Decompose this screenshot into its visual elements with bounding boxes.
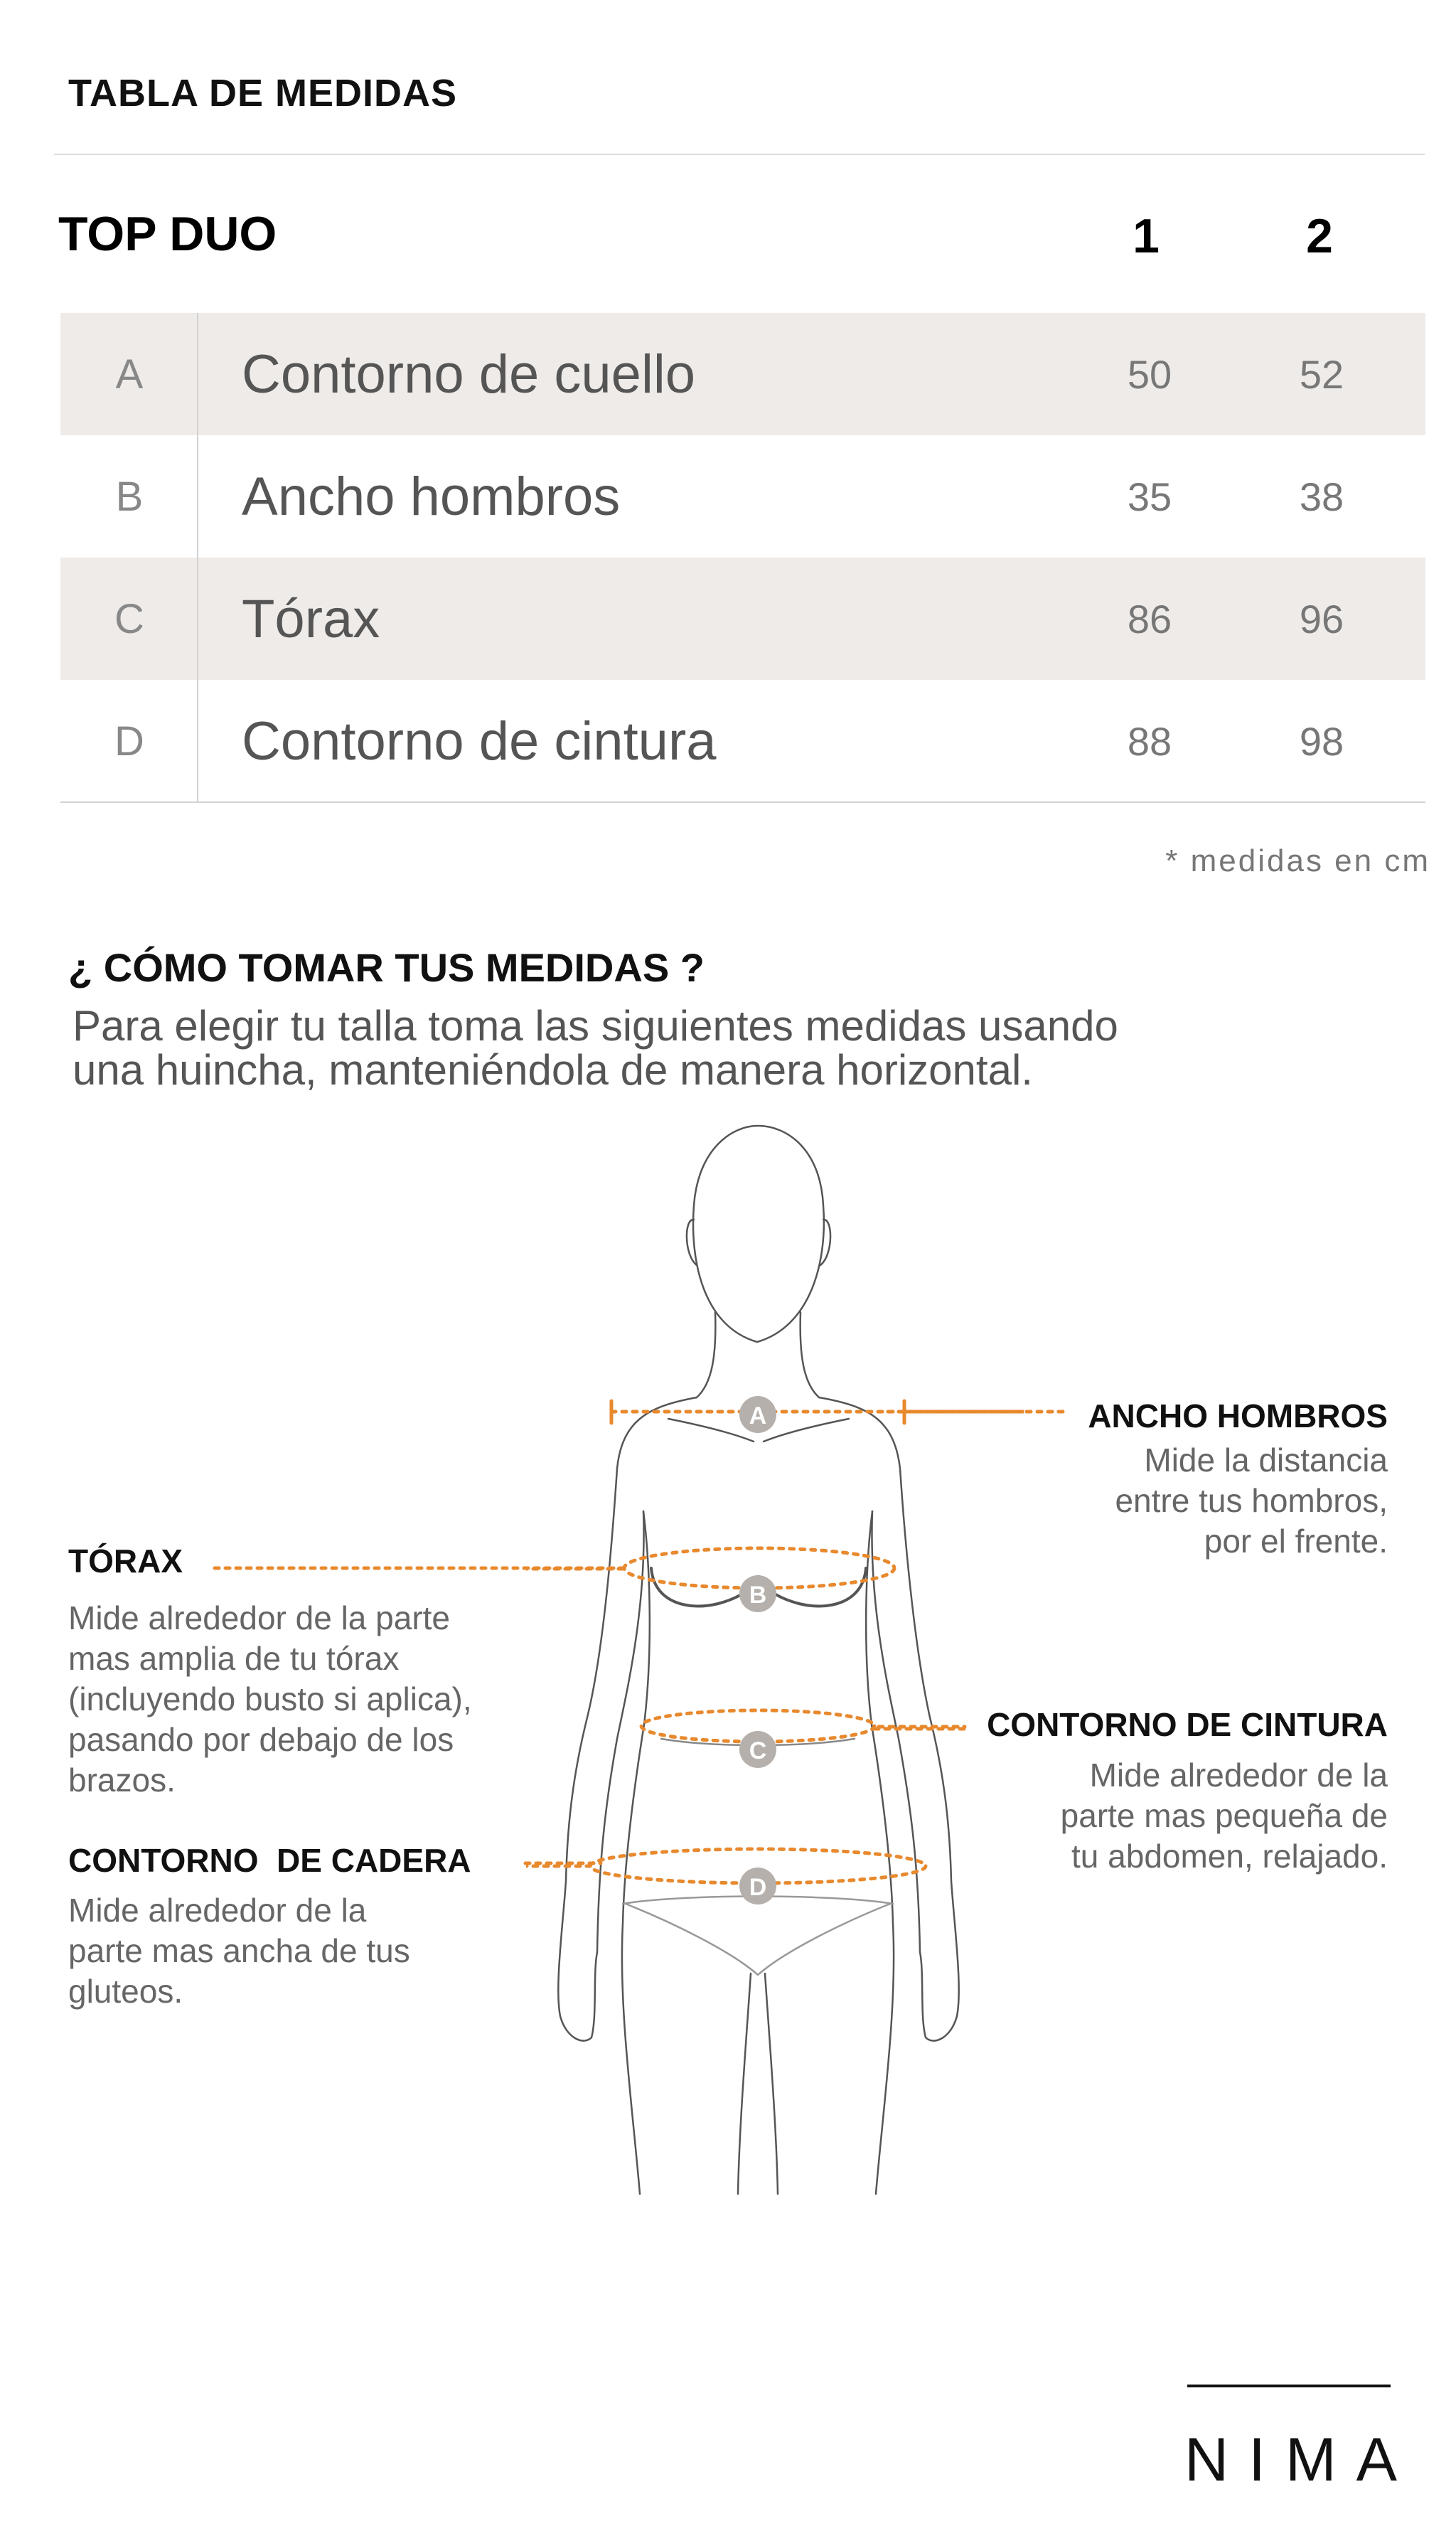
- callout-line: parte mas pequeña de: [1060, 1797, 1388, 1834]
- howto-title: ¿ CÓMO TOMAR TUS MEDIDAS ?: [68, 945, 705, 990]
- callout-torax-title: TÓRAX: [68, 1543, 183, 1579]
- row-value-size-2: 98: [1299, 718, 1344, 764]
- callout-line: Mide alrededor de la: [68, 1892, 367, 1929]
- callout-torax-description: [68, 1598, 472, 1801]
- row-label: Ancho hombros: [242, 466, 621, 527]
- callout-cadera-description: [68, 1890, 410, 2012]
- howto-line: Para elegir tu talla toma las siguientes medidas usando: [73, 1002, 1118, 1050]
- row-value-size-2: 52: [1299, 351, 1344, 397]
- hip-leader-line: [523, 1856, 604, 1870]
- row-letter: D: [114, 718, 144, 764]
- callout-line: brazos.: [68, 1762, 176, 1799]
- table-column-divider: [197, 313, 198, 802]
- callout-ancho-hombros-title: ANCHO HOMBROS: [1088, 1397, 1388, 1434]
- row-letter: C: [114, 595, 144, 642]
- row-value-size-2: 38: [1299, 474, 1344, 519]
- callout-line: pasando por debajo de los: [68, 1721, 454, 1758]
- brand-rule: [1187, 2385, 1391, 2387]
- callout-line: mas amplia de tu tórax: [68, 1640, 400, 1677]
- size-column-1: 1: [1133, 209, 1160, 263]
- table-row: [60, 680, 1425, 802]
- callout-line: parte mas ancha de tus: [68, 1932, 410, 1969]
- howto-instructions: [73, 1004, 1281, 1092]
- table-bottom-divider: [60, 801, 1425, 803]
- callout-line: Mide alrededor de la parte: [68, 1599, 450, 1636]
- row-label: Tórax: [242, 588, 380, 649]
- marker-c-label: C: [749, 1737, 767, 1764]
- callout-cadera-title: CONTORNO DE CADERA: [68, 1842, 471, 1879]
- page-title: TABLA DE MEDIDAS: [68, 72, 457, 114]
- callout-line: gluteos.: [68, 1973, 183, 2010]
- brand-logo: NIMA: [1184, 2426, 1417, 2494]
- row-letter: B: [115, 473, 144, 520]
- callout-cintura-title: CONTORNO DE CINTURA: [987, 1706, 1388, 1743]
- callout-line: por el frente.: [1204, 1523, 1388, 1560]
- measurement-markers: [739, 1396, 776, 1904]
- marker-a-label: A: [749, 1402, 767, 1429]
- table-row: [60, 558, 1425, 680]
- howto-line: una huincha, manteniéndola de manera horizontal.: [73, 1046, 1033, 1094]
- row-value-size-1: 50: [1127, 351, 1172, 397]
- marker-d-label: D: [749, 1874, 767, 1901]
- callout-cintura-description: [1061, 1755, 1388, 1877]
- callout-ancho-hombros-description: [1115, 1440, 1388, 1562]
- callout-line: entre tus hombros,: [1115, 1482, 1388, 1519]
- callout-line: (incluyendo busto si aplica),: [68, 1680, 472, 1717]
- row-label: Contorno de cintura: [242, 710, 717, 772]
- callout-line: Mide la distancia: [1144, 1442, 1388, 1479]
- product-name: TOP DUO: [58, 207, 277, 261]
- shoulder-leader-line: [885, 1405, 1070, 1419]
- row-value-size-2: 96: [1299, 596, 1344, 641]
- row-letter: A: [115, 351, 144, 398]
- row-label: Contorno de cuello: [242, 343, 695, 405]
- title-divider: [54, 154, 1425, 155]
- waist-leader-line: [876, 1720, 968, 1734]
- body-outline: [558, 1126, 958, 2194]
- row-value-size-1: 86: [1127, 596, 1172, 641]
- chest-leader-line: [206, 1561, 633, 1575]
- table-row: [60, 313, 1425, 435]
- callout-line: tu abdomen, relajado.: [1071, 1838, 1388, 1875]
- units-note: * medidas en cm: [1165, 843, 1430, 878]
- size-table: [60, 313, 1425, 802]
- callout-line: Mide alrededor de la: [1089, 1757, 1388, 1794]
- row-value-size-1: 35: [1127, 474, 1172, 519]
- row-value-size-1: 88: [1127, 718, 1172, 764]
- body-figure-illustration: [526, 1113, 1024, 2212]
- size-column-2: 2: [1306, 209, 1333, 263]
- table-row: [60, 435, 1425, 558]
- marker-b-label: B: [749, 1582, 767, 1609]
